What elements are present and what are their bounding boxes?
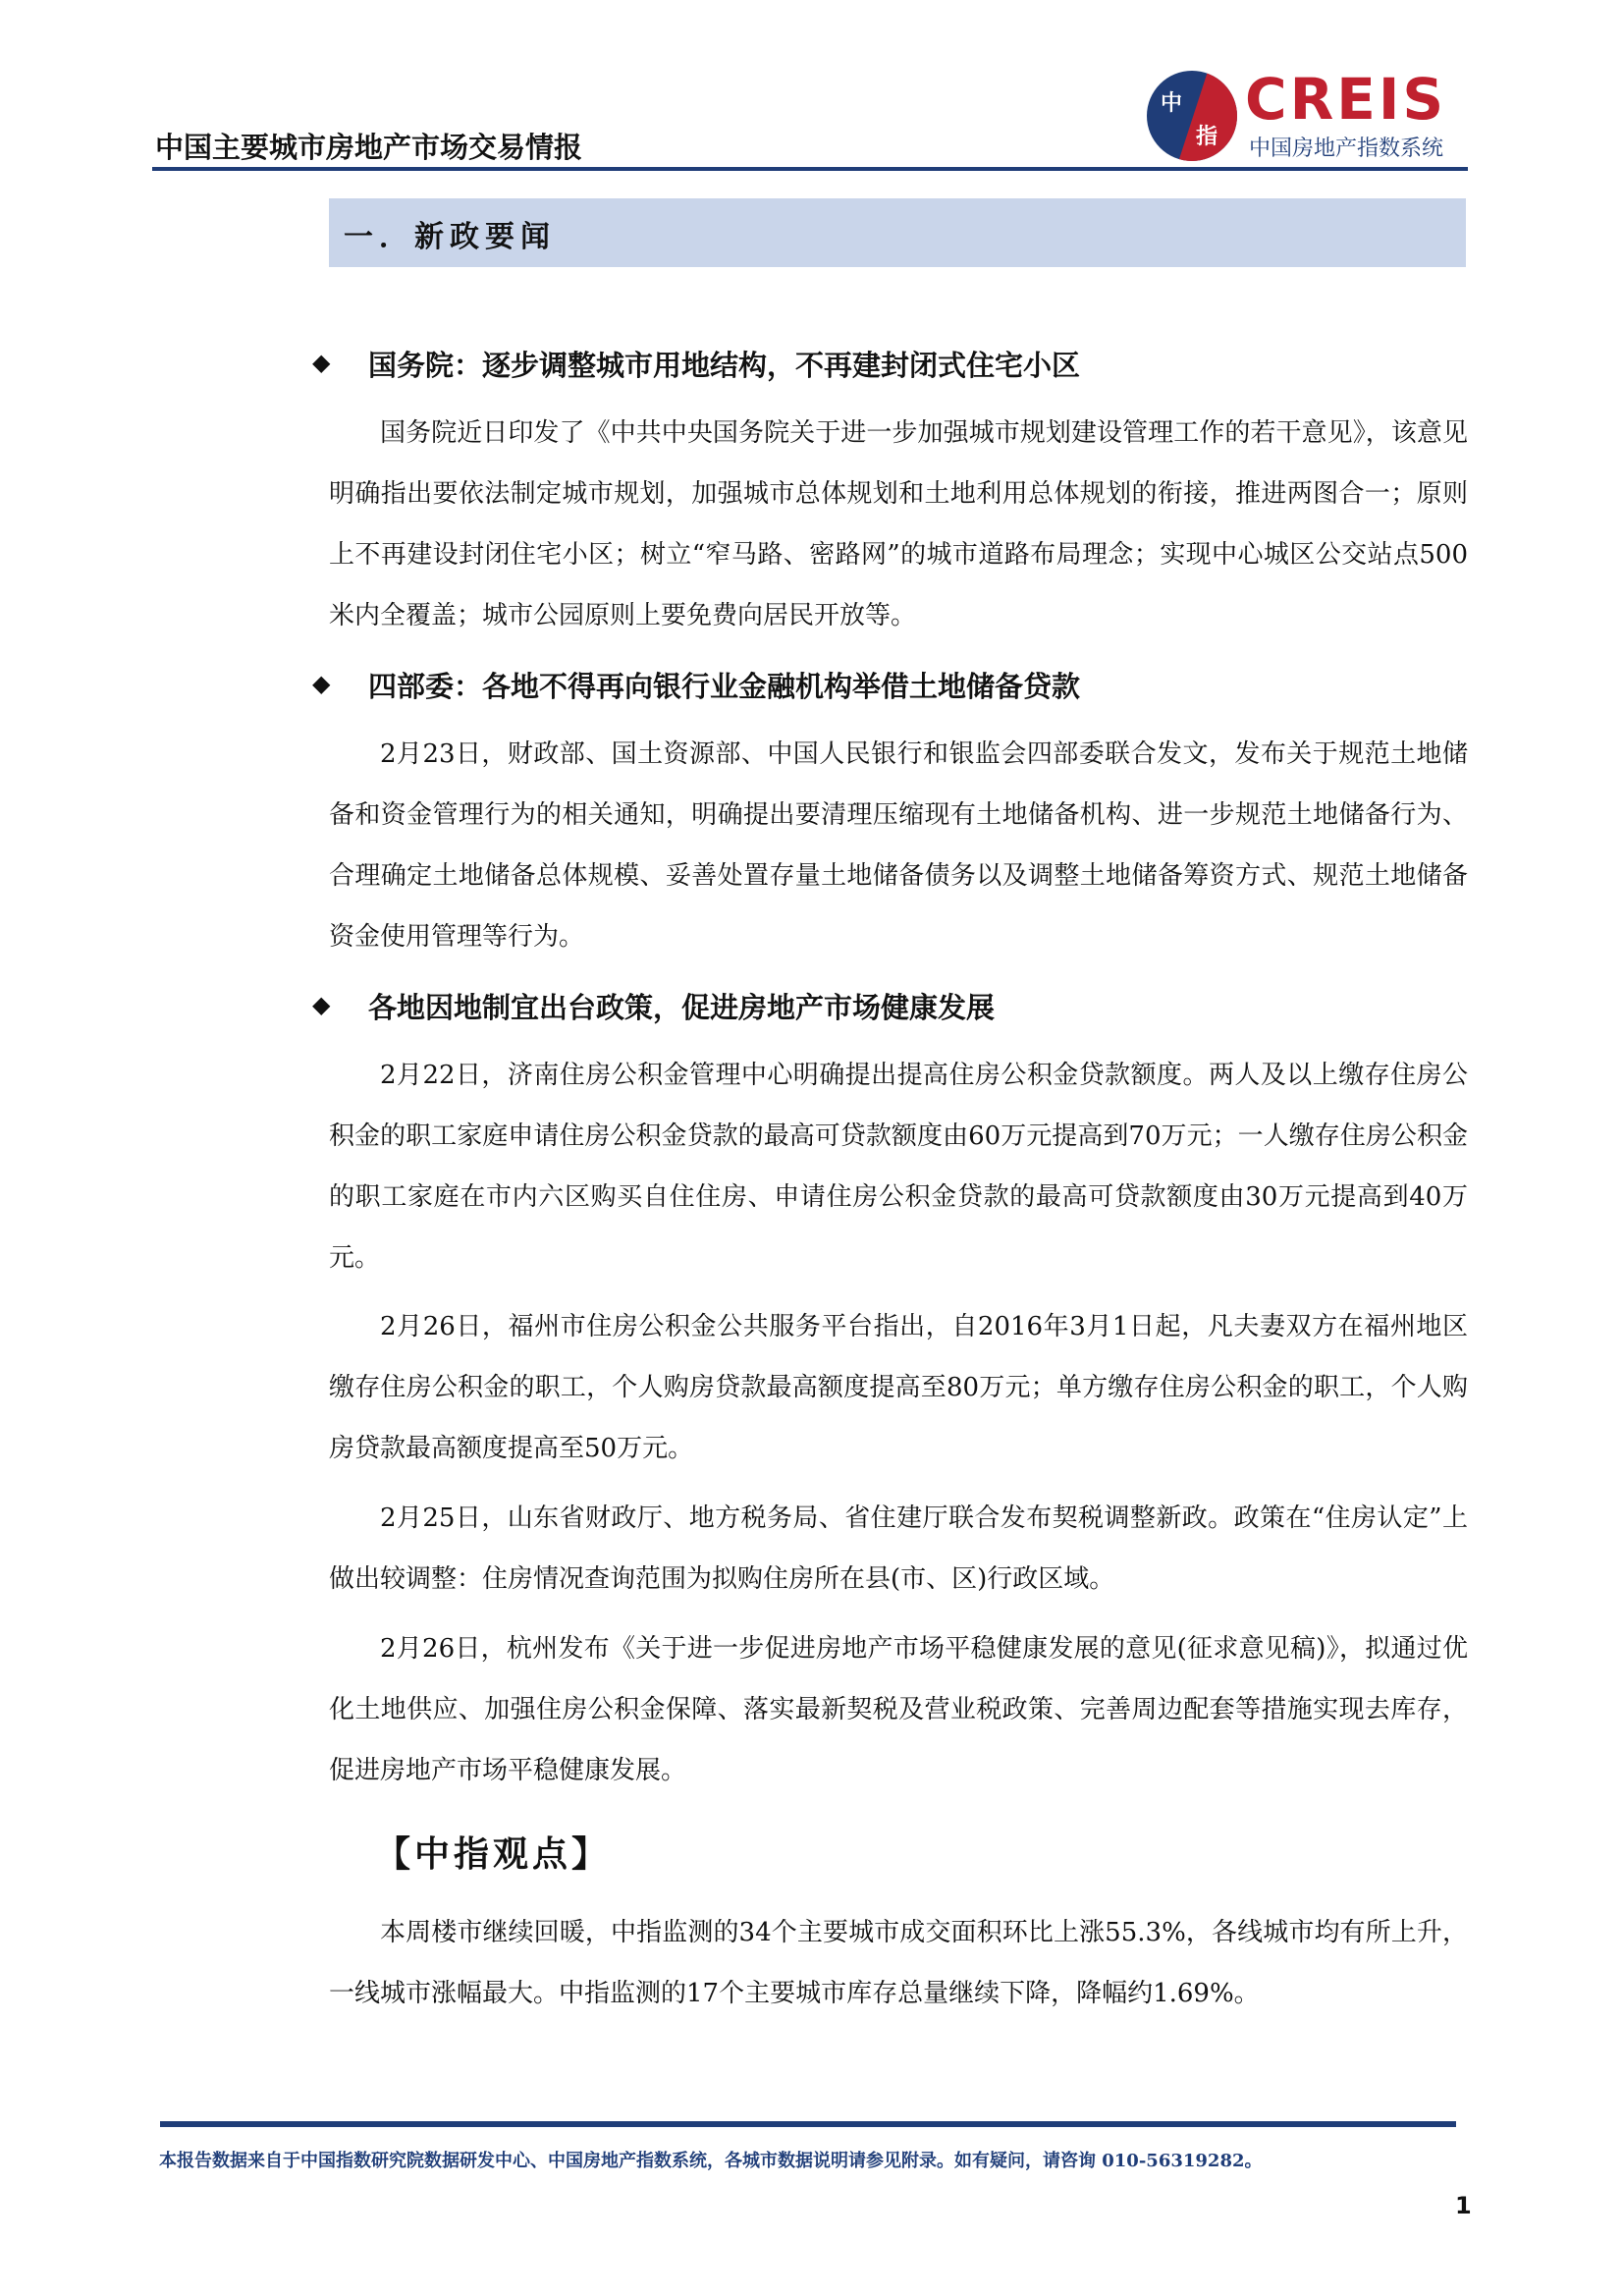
bullet-icon: ◆	[312, 670, 331, 697]
logo-char-2: 指	[1196, 125, 1218, 149]
creis-logo-icon	[1147, 71, 1237, 161]
viewpoint-title: 【中指观点】	[375, 1833, 612, 1875]
news-heading-3: 各地因地制宜出台政策，促进房地产市场健康发展	[368, 991, 996, 1024]
news-paragraph: 2月23日，财政部、国土资源部、中国人民银行和银监会四部委联合发文，发布关于规范土地储备和资金管理行为的相关通知，明确提出要清理压缩现有土地储备机构、进一步规范土地储备行为、合理确定土地储备总体规模、妥善处置存量土地储备债务以及调整土地储备筹资方式、规范土地储备资金使用管理等行为。	[329, 739, 1468, 952]
footer-note: 本报告数据来自于中国指数研究院数据研发中心、中国房地产指数系统，各城市数据说明请参见附录。如有疑问，请咨询 010-56319282。	[159, 2151, 1263, 2171]
news-heading-2: 四部委：各地不得再向银行业金融机构举借土地储备贷款	[368, 670, 1081, 703]
page-number: 1	[1455, 2192, 1472, 2219]
bullet-icon: ◆	[312, 991, 331, 1018]
header-rule	[152, 167, 1468, 171]
section-title: 一．新政要闻	[344, 220, 556, 254]
news-paragraph: 2月26日，杭州发布《关于进一步促进房地产市场平稳健康发展的意见(征求意见稿)》，拟通过优化土地供应、加强住房公积金保障、落实最新契税及营业税政策、完善周边配套等措施实现去库存，促进房地产市场平稳健康发展。	[329, 1634, 1468, 1785]
creis-logo	[1147, 67, 1471, 165]
news-paragraph: 2月25日，山东省财政厅、地方税务局、省住建厅联合发布契税调整新政。政策在“住房认定”上做出较调整：住房情况查询范围为拟购住房所在县(市、区)行政区域。	[329, 1503, 1468, 1594]
logo-char-1: 中	[1161, 91, 1183, 116]
news-heading-1: 国务院：逐步调整城市用地结构，不再建封闭式住宅小区	[368, 349, 1081, 382]
news-paragraph: 国务院近日印发了《中共中央国务院关于进一步加强城市规划建设管理工作的若干意见》，该意见明确指出要依法制定城市规划，加强城市总体规划和土地利用总体规划的衔接，推进两图合一；原则上不再建设封闭住宅小区；树立“窄马路、密路网”的城市道路布局理念；实现中心城区公交站点500米内全覆盖；城市公园原则上要免费向居民开放等。	[329, 418, 1468, 630]
viewpoint-paragraph: 本周楼市继续回暖，中指监测的34个主要城市成交面积环比上涨55.3%，各线城市均有所上升，一线城市涨幅最大。中指监测的17个主要城市库存总量继续下降，降幅约1.69%。	[329, 1918, 1468, 2008]
news-paragraph: 2月22日，济南住房公积金管理中心明确提出提高住房公积金贷款额度。两人及以上缴存住房公积金的职工家庭申请住房公积金贷款的最高可贷款额度由60万元提高到70万元；一人缴存住房公积金的职工家庭在市内六区购买自住住房、申请住房公积金贷款的最高可贷款额度由30万元提高到40万元。	[329, 1061, 1468, 1273]
logo-brand: CREIS	[1245, 66, 1447, 133]
news-paragraph: 2月26日，福州市住房公积金公共服务平台指出，自2016年3月1日起，凡夫妻双方在福州地区缴存住房公积金的职工，个人购房贷款最高额度提高至80万元；单方缴存住房公积金的职工，个人购房贷款最高额度提高至50万元。	[329, 1312, 1468, 1463]
bullet-icon: ◆	[312, 349, 331, 376]
footer-rule	[160, 2121, 1456, 2127]
header-title: 中国主要城市房地产市场交易情报	[155, 131, 583, 164]
logo-subtitle: 中国房地产指数系统	[1249, 137, 1444, 161]
